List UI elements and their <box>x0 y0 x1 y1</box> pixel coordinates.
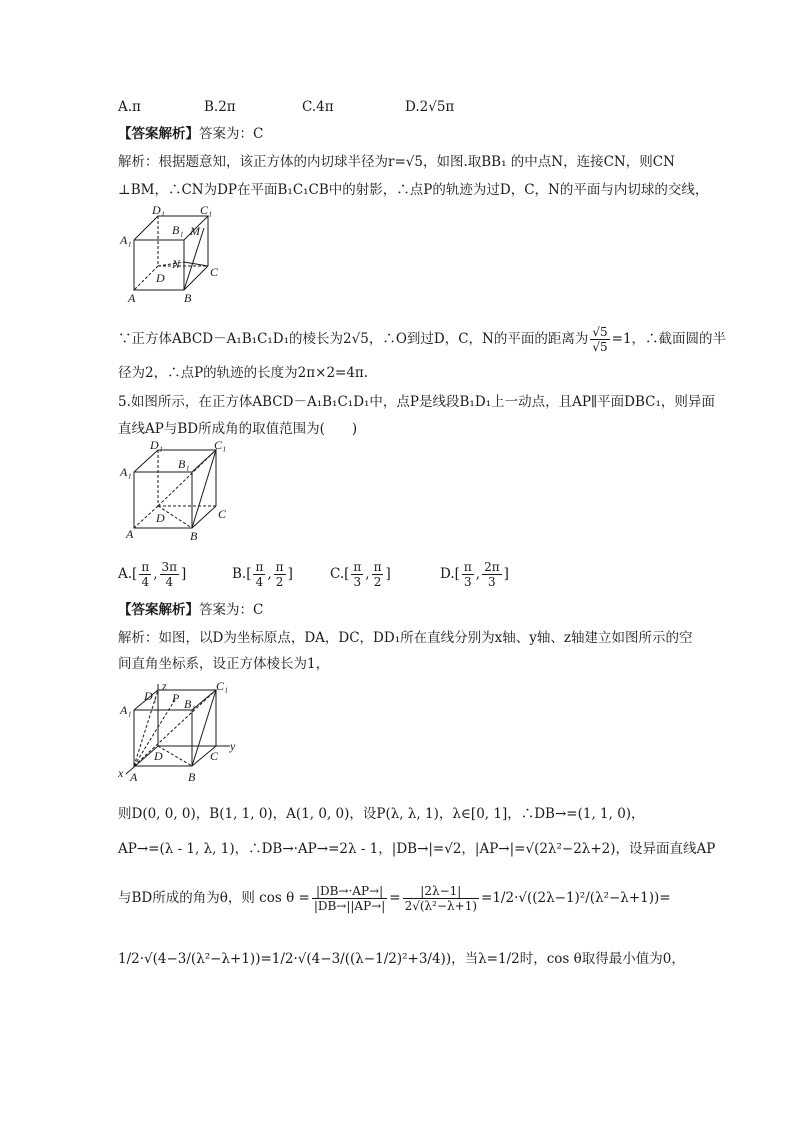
distance-fraction: $\frac{√5}{√5}$ <box>592 325 608 354</box>
label-y: y <box>230 739 236 753</box>
label-c1: C₁ <box>214 440 227 452</box>
label-p: P <box>172 691 180 705</box>
label-c: C <box>210 265 219 279</box>
label-c1: C₁ <box>200 203 213 217</box>
label-d: D <box>154 749 163 763</box>
q5-calc-3: 与BD所成的角为θ，则 cos θ = $\frac{|DB\to\cdot AP\to|}{|DB\to||AP\to|}$ = $\frac{|2\lambda-1|}{\text{2√(λ²−λ+1)}}$ =1/2·√((2λ−1)²/(λ²−λ+1))= <box>118 884 671 913</box>
q4-analysis-2: ⊥BM，∴CN为DP在平面B₁C₁CB中的射影，∴点P的轨迹为过D，C，N的平面与内切球的交线， <box>118 182 709 198</box>
answer-heading: 【答案解析】 <box>118 126 199 142</box>
label-z: z <box>162 682 167 693</box>
answer-text: 答案为：C <box>199 126 264 142</box>
label-c1: C₁ <box>216 682 229 693</box>
q4-analysis-1: 解析：根据题意知，该正方体的内切球半径为r=√5，如图.取BB₁ 的中点N，连接CN，则CN <box>118 154 675 170</box>
q4-conclusion-1: ∵正方体ABCD－A₁B₁C₁D₁的棱长为2√5，∴O到过D，C，N的平面的距离为 $\frac{√5}{√5}$ =1，∴截面圆的半 <box>118 325 727 354</box>
q4-option-d: D.2√5π <box>405 99 455 115</box>
q5-option-b: B.[ $\frac{\pi}{4}$ , $\frac{\pi}{2}$ ] <box>232 560 293 589</box>
label-m: M <box>190 224 200 238</box>
label-a: A <box>128 291 136 305</box>
label-b1: B₁ <box>184 697 196 711</box>
label-c: C <box>218 507 227 521</box>
q5-analysis-1: 解析：如图，以D为坐标原点，DA，DC，DD₁所在直线分别为x轴、y轴、z轴建立如图所示的空 <box>118 630 693 646</box>
q5-stem-2: 直线AP与BD所成角的取值范围为( ) <box>118 421 358 437</box>
q5-option-a: A.[ $\frac{\pi}{4}$ , $\frac{3\pi}{4}$ ] <box>118 560 187 589</box>
label-a1: A₁ <box>120 703 132 717</box>
cos-fraction-2: $\frac{|2\lambda-1|}{\text{2√(λ²−λ+1)}}$ <box>404 884 478 913</box>
q5-cube-figure <box>118 440 238 545</box>
q5-calc-4: 1/2·√(4−3/(λ²−λ+1))=1/2·√(4−3/((λ−1/2)²+3/4))，当λ=1/2时，cos θ取得最小值为0， <box>118 951 685 967</box>
q4-option-c: C.4π <box>302 99 334 115</box>
q5-analysis-2: 间直角坐标系，设正方体棱长为1， <box>118 656 330 672</box>
q4-option-a: A.π <box>118 99 141 115</box>
label-a: A <box>130 770 138 782</box>
label-b1: B₁ <box>178 457 190 471</box>
q5-answer-line: 【答案解析】答案为：C <box>118 602 264 618</box>
label-x: x <box>118 766 124 780</box>
label-d: D <box>156 511 165 525</box>
q5-stem-1: 5.如图所示，在正方体ABCD－A₁B₁C₁D₁中，点P是线段B₁D₁上一动点，且AP∥平面DBC₁，则异面 <box>118 394 715 410</box>
label-b1: B₁ <box>172 223 184 237</box>
q5-option-d: D.[ $\frac{\pi}{3}$ , $\frac{2\pi}{3}$ ] <box>440 560 509 589</box>
label-d1: D₁ <box>144 689 157 703</box>
q4-conclusion-2: 径为2，∴点P的轨迹的长度为2π×2=4π. <box>118 365 369 381</box>
label-b: B <box>188 770 196 782</box>
q5-option-c: C.[ $\frac{\pi}{3}$ , $\frac{\pi}{2}$ ] <box>330 560 391 589</box>
q5-coordinate-figure <box>118 682 248 782</box>
cos-fraction-1: $\frac{|DB\to\cdot AP\to|}{|DB\to||AP\to|}$ <box>313 884 386 913</box>
label-a1: A₁ <box>120 233 132 247</box>
label-d1: D₁ <box>152 203 165 217</box>
q4-cube-figure <box>118 202 238 307</box>
label-b: B <box>190 529 198 543</box>
label-n: N <box>172 257 181 271</box>
label-c: C <box>210 749 219 763</box>
label-a: A <box>126 527 134 541</box>
label-b: B <box>184 291 192 305</box>
q4-option-b: B.2π <box>204 99 236 115</box>
q4-answer-line <box>118 125 263 143</box>
q5-calc-1: 则D(0, 0, 0)，B(1, 1, 0)，A(1, 0, 0)，设P(λ, λ, 1)，λ∈[0, 1]，∴DB→=(1, 1, 0)， <box>118 806 645 822</box>
label-a1: A₁ <box>120 465 132 479</box>
label-d: D <box>156 271 165 285</box>
label-d1: D₁ <box>150 440 163 452</box>
q5-calc-2: AP→=(λ - 1, λ, 1)，∴DB→·AP→=2λ - 1，|DB→|=√2，|AP→|=√(2λ²−2λ+2)，设异面直线AP <box>118 841 716 857</box>
